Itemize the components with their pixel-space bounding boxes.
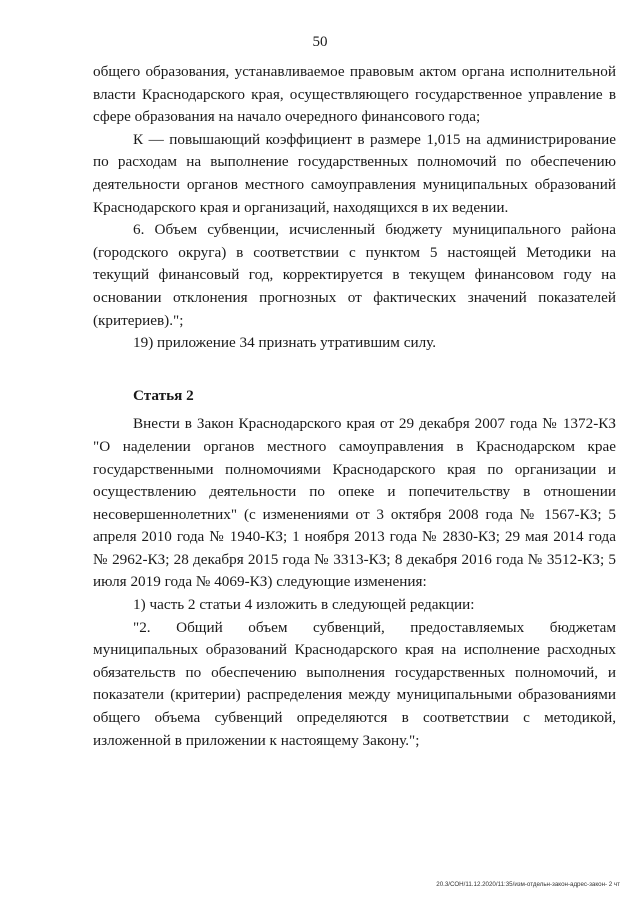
paragraph-new-wording: "2. Общий объем субвенций, предоставляемых бюджетам муниципальных образований Краснодарского края на исполнение расходных обязательств по обеспечению выполнения государственных полномочий, и показатели (критерии) распределения между муниципальными образованиями общего объема субвенций определяются в соответствии с методикой, изложенной в приложении к настоящему Закону.";: [93, 618, 616, 749]
document-body: [93, 61, 616, 752]
page-number: 50: [312, 34, 328, 50]
paragraph-item-19: 19) приложение 34 признать утратившим силу.: [133, 334, 437, 352]
paragraph-part-2-change: 1) часть 2 статьи 4 изложить в следующей редакции:: [133, 596, 475, 614]
document-footer-code: 20.3/СОН/11.12.2020/11:35/изм-отдельн-закон-адрес-закон- 2 чт: [436, 881, 620, 888]
paragraph-item-6: 6. Объем субвенции, исчисленный бюджету муниципального района (городского округа) в соответствии с пунктом 5 настоящей Методики на текущий финансовый год, корректируется в текущем финансовом году на основании отклонения прогнозных от фактических значений показателей (критериев).";: [93, 221, 616, 329]
article-heading: Статья 2: [133, 386, 194, 404]
paragraph-continuation: общего образования, устанавливаемое правовым актом органа исполнительной власти Краснодарского края, осуществляющего государственное управление в сфере образования на начало очередного финансового года;: [93, 63, 616, 126]
paragraph-coefficient: К — повышающий коэффициент в размере 1,015 на администрирование по расходам на выполнение государственных полномочий по обеспечению деятельности органов местного самоуправления муниципальных образований Краснодарского края и организаций, находящихся в их ведении.: [93, 130, 616, 216]
paragraph-amendment-intro: Внести в Закон Краснодарского края от 29 декабря 2007 года № 1372-КЗ "О наделении органов местного самоуправления в Краснодарском крае государственными полномочиями Краснодарского края по организации и осуществлению деятельности по опеке и попечительству в отношении несовершеннолетних" (с изменениями от 3 октября 2008 года № 1567-КЗ; 5 апреля 2010 года № 1940-КЗ; 1 ноября 2013 года № 2830-КЗ; 29 мая 2014 года № 2962-КЗ; 28 декабря 2015 года № 3313-КЗ; 8 декабря 2016 года № 3512-КЗ; 5 июля 2019 года № 4069-КЗ) следующие изменения:: [93, 415, 616, 591]
